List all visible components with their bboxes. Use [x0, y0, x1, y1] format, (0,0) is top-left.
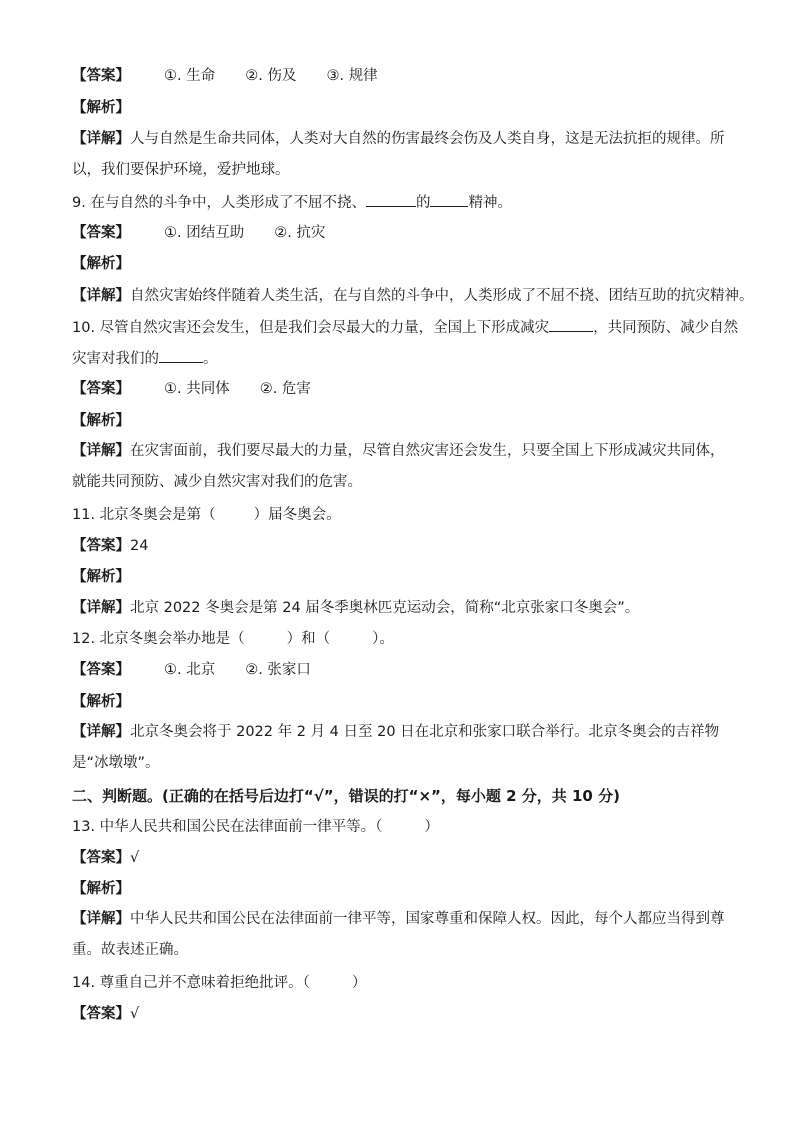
answer-item: ②. 伤及 [245, 68, 297, 84]
question-text: 13. 中华人民共和国公民在法律面前一律平等。（ [72, 819, 383, 835]
q8-analysis-row [72, 98, 732, 118]
answer-text: 24 [130, 538, 149, 554]
answer-blank [549, 317, 593, 332]
answer-item: ③. 规律 [326, 68, 378, 84]
answer-item: ①. 生命 [164, 68, 216, 84]
q9-analysis-row [72, 254, 732, 274]
answer-blank [366, 192, 416, 207]
answer-blank [159, 348, 203, 363]
detail-label: 【详解】 [72, 288, 130, 304]
q13-analysis-row [72, 879, 732, 899]
question-text: 9. 在与自然的斗争中，人类形成了不屈不挠、 [72, 195, 366, 211]
detail-label: 【详解】 [72, 131, 130, 147]
question-text: ）和（ [286, 631, 331, 647]
answer-label: 【答案】 [72, 662, 130, 678]
q8-detail-row [72, 124, 732, 186]
q10-detail-row [72, 436, 732, 498]
analysis-label: 【解析】 [72, 413, 130, 429]
question-text: 14. 尊重自己并不意味着拒绝批评。（ [72, 975, 310, 991]
answer-item: ①. 北京 [164, 662, 216, 678]
question-text: ） [424, 819, 439, 835]
detail-text: 人与自然是生命共同体，人类对大自然的伤害最终会伤及人类自身，这是无法抗拒的规律。所以，我们要保护环境，爱护地球。 [72, 131, 725, 178]
question-text-continued: ，共同预防、减少自然 [593, 320, 739, 336]
q9-answer-row [72, 223, 732, 243]
detail-label: 【详解】 [72, 443, 130, 459]
q11-analysis-row [72, 567, 732, 587]
answer-blank [430, 192, 468, 207]
answer-item: ②. 危害 [259, 381, 311, 397]
detail-text: 北京 2022 冬奥会是第 24 届冬季奥林匹克运动会，简称“北京张家口冬奥会”。 [130, 600, 640, 616]
q11-answer-row [72, 536, 732, 556]
question-text: ） [351, 975, 367, 991]
analysis-label: 【解析】 [72, 881, 130, 897]
detail-text: 自然灾害始终伴随着人类生活，在与自然的斗争中，人类形成了不屈不挠、团结互助的抗灾精神。 [130, 288, 754, 304]
q10-analysis-row [72, 411, 732, 431]
q9-question [72, 192, 732, 213]
q14-answer-row [72, 1004, 732, 1024]
answer-label: 【答案】 [72, 68, 130, 84]
q10-question-line2 [72, 348, 732, 369]
q13-detail-row [72, 904, 732, 966]
detail-label: 【详解】 [72, 600, 130, 616]
q13-question [72, 817, 732, 837]
q11-question [72, 505, 732, 525]
answer-label: 【答案】 [72, 538, 130, 554]
answer-label: 【答案】 [72, 225, 130, 241]
question-text: 11. 北京冬奥会是第（ [72, 507, 216, 523]
detail-text: 在灾害面前，我们要尽最大的力量，尽管自然灾害还会发生，只要全国上下形成减灾共同体，就能共同预防、减少自然灾害对我们的危害。 [72, 443, 725, 490]
question-text: 。 [203, 351, 218, 367]
detail-text: 中华人民共和国公民在法律面前一律平等，国家尊重和保障人权。因此，每个人都应当得到尊重。故表述正确。 [72, 911, 725, 958]
answer-item: ①. 共同体 [164, 381, 230, 397]
q14-question [72, 973, 732, 993]
question-text: ）届冬奥会。 [253, 507, 341, 523]
question-text: 精神。 [468, 195, 512, 211]
q12-analysis-row [72, 692, 732, 712]
answer-label: 【答案】 [72, 1006, 130, 1022]
analysis-label: 【解析】 [72, 256, 130, 272]
q13-answer-row [72, 848, 732, 868]
analysis-label: 【解析】 [72, 694, 130, 710]
answer-item: ②. 张家口 [245, 662, 311, 678]
analysis-label: 【解析】 [72, 100, 130, 116]
answer-text: √ [130, 1006, 140, 1022]
question-text: 的 [415, 195, 431, 211]
answer-item: ①. 团结互助 [164, 225, 245, 241]
q12-detail-row [72, 717, 732, 779]
analysis-label: 【解析】 [72, 569, 130, 585]
answer-label: 【答案】 [72, 381, 130, 397]
detail-label: 【详解】 [72, 911, 130, 927]
answer-text: √ [130, 850, 140, 866]
question-text: 10. 尽管自然灾害还会发生，但是我们会尽最大的力量，全国上下形成减灾 [72, 320, 550, 336]
q9-detail-row [72, 286, 754, 306]
question-text-continued: 灾害对我们的 [72, 351, 159, 367]
q10-answer-row [72, 379, 732, 399]
section-heading: 二、判断题。(正确的在括号后边打“√”，错误的打“×”，每小题 2 分，共 10 分) [72, 787, 620, 805]
q8-answer-row [72, 66, 732, 86]
question-text: 12. 北京冬奥会举办地是（ [72, 631, 245, 647]
answer-item: ②. 抗灾 [274, 225, 326, 241]
detail-text: 北京冬奥会将于 2022 年 2 月 4 日至 20 日在北京和张家口联合举行。北京冬奥会的吉祥物是“冰墩墩”。 [72, 724, 720, 771]
q11-detail-row [72, 598, 732, 618]
q12-answer-row [72, 660, 732, 680]
question-text: ）。 [372, 631, 394, 647]
answer-label: 【答案】 [72, 850, 130, 866]
detail-label: 【详解】 [72, 724, 130, 740]
q12-question [72, 629, 732, 649]
q10-question-line1 [72, 317, 739, 338]
